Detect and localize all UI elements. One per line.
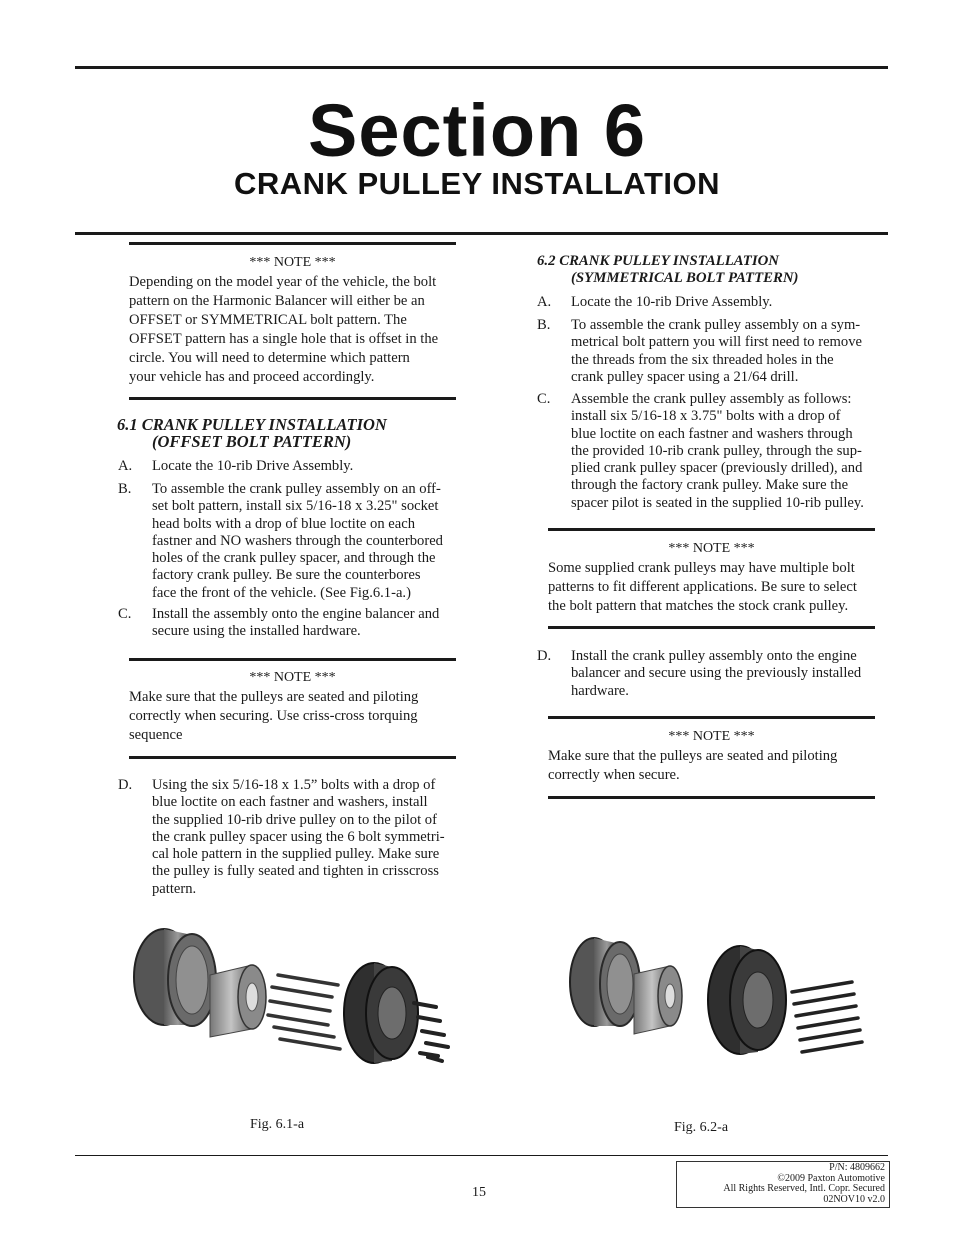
- exploded-pulley-symmetrical-illustration: [548, 900, 878, 1110]
- section-subtitle: CRANK PULLEY INSTALLATION: [233, 166, 721, 201]
- right-note1-heading: *** NOTE ***: [668, 541, 755, 556]
- item-label: B.: [537, 317, 551, 333]
- text-line: patterns to fit different applications. Be sure to select: [548, 579, 857, 595]
- revision: 02NOV10 v2.0: [823, 1193, 885, 1205]
- text-line: Make sure that the pulleys are seated and piloting: [129, 689, 419, 705]
- right-note2-heading: *** NOTE ***: [668, 729, 755, 744]
- item-text: [152, 481, 443, 602]
- figure-6-1-a: [92, 905, 488, 1110]
- item-label: B.: [118, 481, 132, 497]
- text-line: Make sure that the pulleys are seated and piloting: [548, 748, 838, 764]
- text-line: balancer and secure using the previously installed: [571, 665, 862, 682]
- text-line: the threads from the six threaded holes in the: [571, 351, 834, 368]
- heading-line: 6.2 CRANK PULLEY INSTALLATION: [537, 253, 779, 269]
- text-line: the pulley is fully seated and tighten in crisscross: [152, 863, 439, 880]
- text-line: metrical bolt pattern you will first need to remove: [571, 334, 862, 351]
- text-line: correctly when secure.: [548, 767, 680, 783]
- right-note2-body: [548, 747, 893, 785]
- heading-line: 6.1 CRANK PULLEY INSTALLATION: [117, 415, 387, 434]
- footer-rule: [75, 1155, 888, 1156]
- text-line: To assemble the crank pulley assembly on an off-: [152, 481, 441, 497]
- text-line: face the front of the vehicle. (See Fig.6.1-a.): [152, 584, 411, 601]
- part-number: P/N: 4809662: [829, 1162, 885, 1173]
- item-text: [571, 317, 862, 386]
- text-line: blue loctite on each fastner and washers through: [571, 425, 853, 442]
- item-text: [571, 648, 861, 700]
- section-title: Section 6: [308, 89, 646, 172]
- text-line: Locate the 10-rib Drive Assembly.: [571, 294, 773, 310]
- right-note2-bottom-rule: [548, 796, 875, 799]
- right-note1-top-rule: [548, 528, 875, 531]
- left-section-heading: [117, 416, 387, 450]
- text-line: Depending on the model year of the vehicle, the bolt: [129, 274, 437, 290]
- item-label: C.: [118, 606, 132, 622]
- left-note2-body: [129, 688, 474, 745]
- text-line: the supplied 10-rib drive pulley on to the pilot of: [152, 811, 437, 828]
- text-line: circle. You will need to determine which pattern: [129, 350, 410, 366]
- text-line: pattern.: [152, 880, 197, 897]
- text-line: Install the crank pulley assembly onto the engine: [571, 648, 857, 664]
- text-line: sequence: [129, 727, 183, 743]
- item-label: A.: [537, 294, 552, 310]
- left-note2-heading: *** NOTE ***: [249, 670, 336, 685]
- text-line: install six 5/16-18 x 3.75" bolts with a drop of: [571, 408, 841, 425]
- text-line: Using the six 5/16-18 x 1.5” bolts with a drop of: [152, 777, 436, 793]
- text-line: holes of the crank pulley spacer, and through the: [152, 550, 436, 567]
- text-line: the provided 10-rib crank pulley, through the sup-: [571, 442, 862, 459]
- footer-info-box: [676, 1161, 890, 1208]
- text-line: cal hole pattern in the supplied pulley. Make sure: [152, 846, 440, 863]
- text-line: correctly when securing. Use criss-cross torquing: [129, 708, 418, 724]
- top-rule: [75, 66, 888, 69]
- text-line: OFFSET or SYMMETRICAL bolt pattern. The: [129, 312, 407, 328]
- text-line: through the factory crank pulley. Make sure the: [571, 477, 849, 494]
- right-note1-bottom-rule: [548, 626, 875, 629]
- text-line: head bolts with a drop of blue loctite on each: [152, 515, 416, 532]
- text-line: To assemble the crank pulley assembly on a sym-: [571, 317, 861, 333]
- text-line: secure using the installed hardware.: [152, 623, 361, 640]
- text-line: Some supplied crank pulleys may have multiple bolt: [548, 560, 855, 576]
- header-bottom-rule: [75, 232, 888, 235]
- text-line: the bolt pattern that matches the stock crank pulley.: [548, 598, 849, 614]
- figure-6-2-a-caption: Fig. 6.2-a: [674, 1120, 729, 1135]
- item-text: [152, 777, 445, 898]
- item-text: [571, 391, 864, 512]
- text-line: blue loctite on each fastner and washers, install: [152, 794, 428, 811]
- text-line: hardware.: [571, 682, 629, 699]
- left-note1-top-rule: [129, 242, 456, 245]
- figure-6-1-a-caption: Fig. 6.1-a: [250, 1117, 305, 1132]
- text-line: Install the assembly onto the engine balancer and: [152, 606, 440, 622]
- exploded-pulley-offset-illustration: [92, 905, 488, 1110]
- text-line: OFFSET pattern has a single hole that is offset in the: [129, 331, 439, 347]
- left-note2-bottom-rule: [129, 756, 456, 759]
- item-label: C.: [537, 391, 551, 407]
- text-line: fastner and NO washers through the counterbored: [152, 532, 443, 549]
- rights-statement: All Rights Reserved, Intl. Copr. Secured: [723, 1183, 885, 1194]
- left-note1-body: [129, 273, 474, 387]
- text-line: spacer pilot is seated in the supplied 10-rib pulley.: [571, 494, 864, 511]
- item-label: D.: [118, 777, 133, 793]
- heading-line: (OFFSET BOLT PATTERN): [152, 432, 352, 451]
- page-number: 15: [472, 1185, 486, 1200]
- text-line: crank pulley spacer using a 21/64 drill.: [571, 368, 799, 385]
- figure-6-2-a: [548, 900, 878, 1110]
- text-line: your vehicle has and proceed accordingly.: [129, 369, 375, 385]
- item-label: D.: [537, 648, 552, 664]
- left-note2-top-rule: [129, 658, 456, 661]
- right-note1-body: [548, 559, 893, 616]
- text-line: plied crank pulley spacer (previously drilled), and: [571, 460, 863, 477]
- item-text: [152, 458, 353, 475]
- item-label: A.: [118, 458, 133, 474]
- heading-line: (SYMMETRICAL BOLT PATTERN): [571, 270, 799, 286]
- text-line: set bolt pattern, install six 5/16-18 x 3.25" socket: [152, 498, 439, 515]
- right-note2-top-rule: [548, 716, 875, 719]
- text-line: factory crank pulley. Be sure the counterbores: [152, 567, 421, 584]
- left-note1-bottom-rule: [129, 397, 456, 400]
- item-text: [152, 606, 439, 641]
- right-section-heading: [537, 253, 798, 287]
- text-line: Assemble the crank pulley assembly as follows:: [571, 391, 852, 407]
- copyright: ©2009 Paxton Automotive: [777, 1172, 885, 1184]
- text-line: Locate the 10-rib Drive Assembly.: [152, 458, 354, 474]
- item-text: [571, 294, 772, 311]
- left-note1-heading: *** NOTE ***: [249, 255, 336, 270]
- text-line: the crank pulley spacer using the 6 bolt symmetri-: [152, 828, 445, 845]
- text-line: pattern on the Harmonic Balancer will either be an: [129, 293, 425, 309]
